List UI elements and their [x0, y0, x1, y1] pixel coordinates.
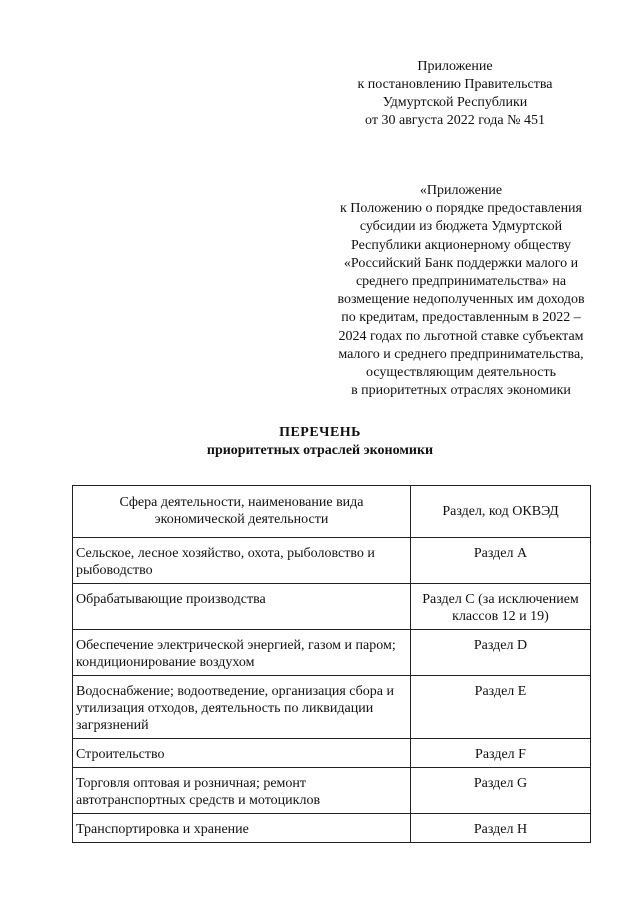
table-row — [73, 538, 591, 584]
nested-appendix-line: субсидии из бюджета Удмуртской — [359, 219, 563, 235]
nested-appendix-line: среднего предпринимательства» на — [355, 274, 567, 290]
code-cell: Раздел G — [411, 768, 591, 814]
table-row — [73, 630, 591, 676]
nested-appendix-line: «Российский Банк поддержки малого и — [343, 255, 579, 271]
activity-cell: Торговля оптовая и розничная; ремонт автотранспортных средств и мотоциклов — [73, 768, 411, 814]
table-header-row — [73, 486, 591, 538]
activity-cell: Строительство — [73, 739, 411, 768]
code-cell: Раздел C (за исключением классов 12 и 19) — [411, 584, 591, 630]
nested-appendix-line: Республики акционерному обществу — [351, 237, 571, 253]
nested-appendix-line: 2024 годах по льготной ставке субъектам — [338, 328, 584, 344]
appendix-line: от 30 августа 2022 года № 451 — [365, 113, 545, 128]
table-row — [73, 768, 591, 814]
nested-appendix-line: в приоритетных отраслях экономики — [351, 383, 571, 399]
nested-appendix-line: к Положению о порядке предоставления — [340, 201, 582, 217]
nested-appendix-line: возмещение недополученных им доходов — [337, 292, 585, 308]
header-code: Раздел, код ОКВЭД — [411, 486, 591, 538]
nested-appendix-line: «Приложение — [419, 183, 503, 198]
activity-cell: Водоснабжение; водоотведение, организация сбора и утилизация отходов, деятельность по ликвидации загрязнений — [73, 676, 411, 739]
table-row — [73, 814, 591, 843]
appendix-line: к постановлению Правительства — [357, 77, 553, 92]
activity-cell: Обеспечение электрической энергией, газом и паром; кондиционирование воздухом — [73, 630, 411, 676]
document-subtitle: приоритетных отраслей экономики — [206, 443, 434, 458]
activity-cell: Обрабатывающие производства — [73, 584, 411, 630]
table-row — [73, 676, 591, 739]
activity-cell: Сельское, лесное хозяйство, охота, рыболовство и рыбоводство — [73, 538, 411, 584]
header-activity: Сфера деятельности, наименование вида экономической деятельности — [73, 486, 411, 538]
code-cell: Раздел F — [411, 739, 591, 768]
activity-cell: Транспортировка и хранение — [73, 814, 411, 843]
code-cell: Раздел A — [411, 538, 591, 584]
code-cell: Раздел H — [411, 814, 591, 843]
nested-appendix-line: по кредитам, предоставленным в 2022 – — [341, 310, 581, 326]
nested-appendix-line: осуществляющим деятельность — [365, 365, 557, 381]
appendix-reference — [340, 58, 570, 130]
nested-appendix-reference — [318, 182, 604, 400]
document-title: ПЕРЕЧЕНЬ — [279, 425, 361, 440]
priority-sectors-table — [72, 485, 591, 843]
appendix-line: Удмуртской Республики — [382, 95, 528, 110]
nested-appendix-line: малого и среднего предпринимательства, — [338, 346, 584, 362]
code-cell: Раздел D — [411, 630, 591, 676]
appendix-line: Приложение — [417, 59, 493, 74]
code-cell: Раздел E — [411, 676, 591, 739]
table-row — [73, 584, 591, 630]
table-row — [73, 739, 591, 768]
